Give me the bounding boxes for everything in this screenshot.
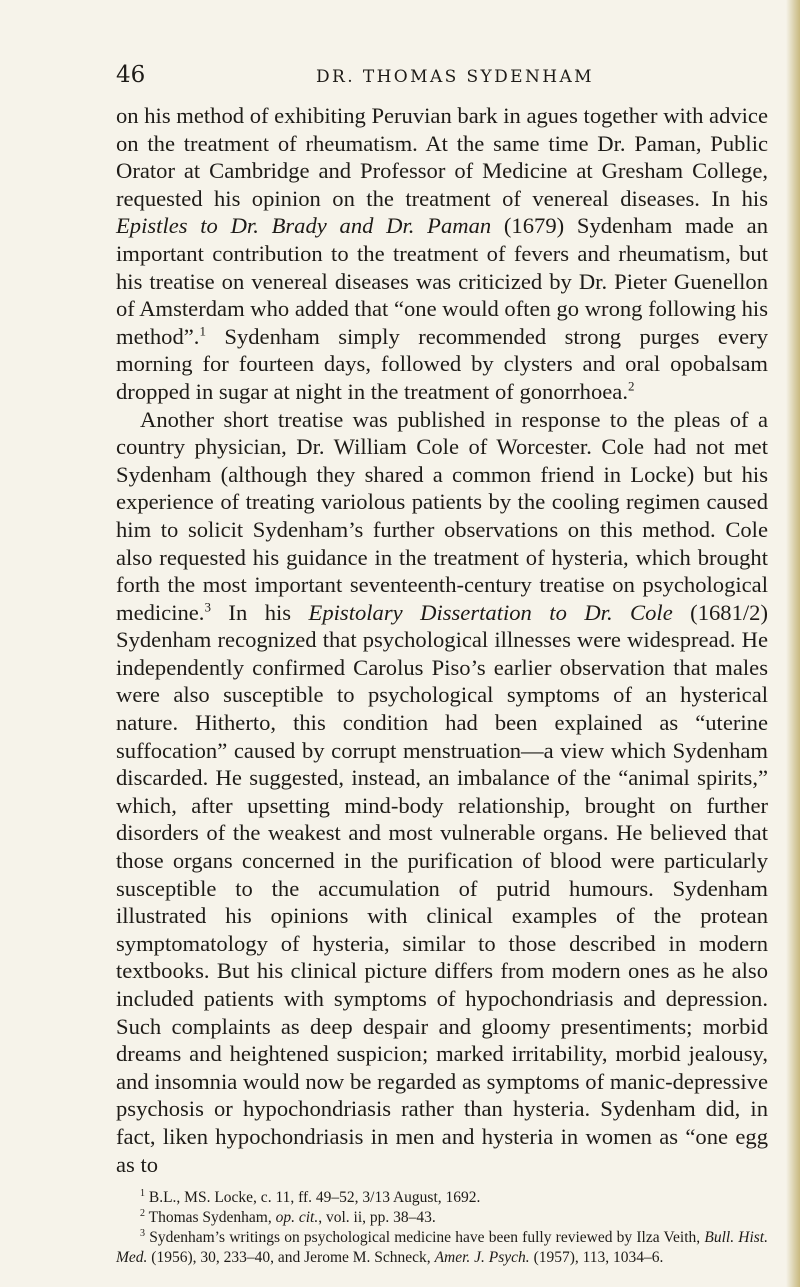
footnote-ref: 2 [140, 1208, 145, 1219]
text-run: Sydenham simply recommended strong purges every morning for fourteen days, followed by clysters and oral opobalsam dropped in sugar at night in the treatment of gonorrhoea. [116, 323, 768, 404]
text-run: Sydenham’s writings on psychological medicine have been fully reviewed by Ilza Veith, [145, 1229, 705, 1247]
text-run: (1681/2) Sydenham recognized that psychological illnesses were widespread. He independently confirmed Carolus Piso’s earlier observation that males were also susceptible to psychological symptoms of an hysterical nature. Hitherto, this condition had been explained as “uterine suffocation” caused by corrupt menstruation—a view which Sydenham discarded. He suggested, instead, an imbalance of the “animal spirits,” which, after upsetting mind-body relationship, brought on further disorders of the weakest and most vulnerable organs. He believed that those organs concerned in the purification of blood were particularly susceptible to the accumulation of putrid humours. Sydenham illustrated his opinions with clinical examples of the protean symptomatology of hysteria, similar to those described in modern textbooks. But his clinical picture differs from modern ones as he also included patients with symptoms of hypochondriasis and depression. Such complaints as deep despair and gloomy presentiments; morbid dreams and heightened suspicion; marked irritability, morbid jealousy, and insomnia would now be regarded as symptoms of manic-depressive psychosis or hypochondriasis rather than hysteria. Sydenham did, in fact, liken hypochondriasis in men and hysteria in women as “one egg as to [116, 599, 768, 1177]
page-number: 46 [116, 62, 146, 88]
italic-title: Epistles to Dr. Brady and Dr. Paman [116, 213, 492, 239]
book-page [116, 62, 768, 1268]
footnote-ref: 1 [199, 323, 206, 339]
text-run: on his method of exhibiting Peruvian bark in agues together with advice on the treatment of rheumatism. At the same time Dr. Paman, Public Orator at Cambridge and Professor of Medicine at Gresham College, requested his opinion on the treatment of venereal diseases. In his [116, 103, 768, 211]
footnotes [116, 1188, 768, 1268]
footnote [116, 1228, 768, 1268]
footnote-ref: 1 [140, 1188, 145, 1199]
body-text [116, 102, 768, 1178]
footnote-ref: 3 [140, 1228, 145, 1239]
text-run: (1956), 30, 233–40, and Jerome M. Schneck, [147, 1249, 435, 1267]
footnote [116, 1188, 768, 1208]
text-run: , vol. ii, pp. 38–43. [318, 1209, 436, 1227]
text-run: (1679) Sydenham made an important contribution to the treatment of fevers and rheumatism, but his treatise on venereal diseases was criticized by Dr. Pieter Guenellon of Amsterdam who added that “one would often go wrong following his method”. [116, 213, 768, 349]
italic-title: op. cit. [275, 1209, 319, 1227]
footnote-ref: 2 [627, 378, 635, 394]
running-title: DR. THOMAS SYDENHAM [316, 67, 594, 87]
italic-title: Amer. J. Psych. [434, 1249, 530, 1267]
text-run: In his [210, 599, 309, 625]
page-header [116, 62, 768, 96]
paragraph [116, 102, 768, 406]
footnote [116, 1208, 768, 1228]
paragraph [116, 406, 768, 1179]
footnote-ref: 3 [204, 599, 211, 615]
text-run: Another short treatise was published in response to the pleas of a country physician, Dr. William Cole of Worcester. Cole had not met Sydenham (although they shared a common friend in Locke) but his experience of treating variolous patients by the cooling regimen caused him to solicit Sydenham’s further observations on this method. Cole also requested his guidance in the treatment of hysteria, which brought forth the most important seventeenth-century treatise on psychological medicine. [116, 406, 768, 625]
text-run: B.L., MS. Locke, c. 11, ff. 49–52, 3/13 August, 1692. [145, 1189, 481, 1207]
italic-title: Epistolary Dissertation to Dr. Cole [308, 599, 673, 625]
italic-title: Bull. Hist. Med. [116, 1229, 768, 1267]
text-run: (1957), 113, 1034–6. [529, 1249, 664, 1267]
text-run: Thomas Sydenham, [145, 1209, 276, 1227]
page-edge-shadow [786, 0, 800, 1287]
